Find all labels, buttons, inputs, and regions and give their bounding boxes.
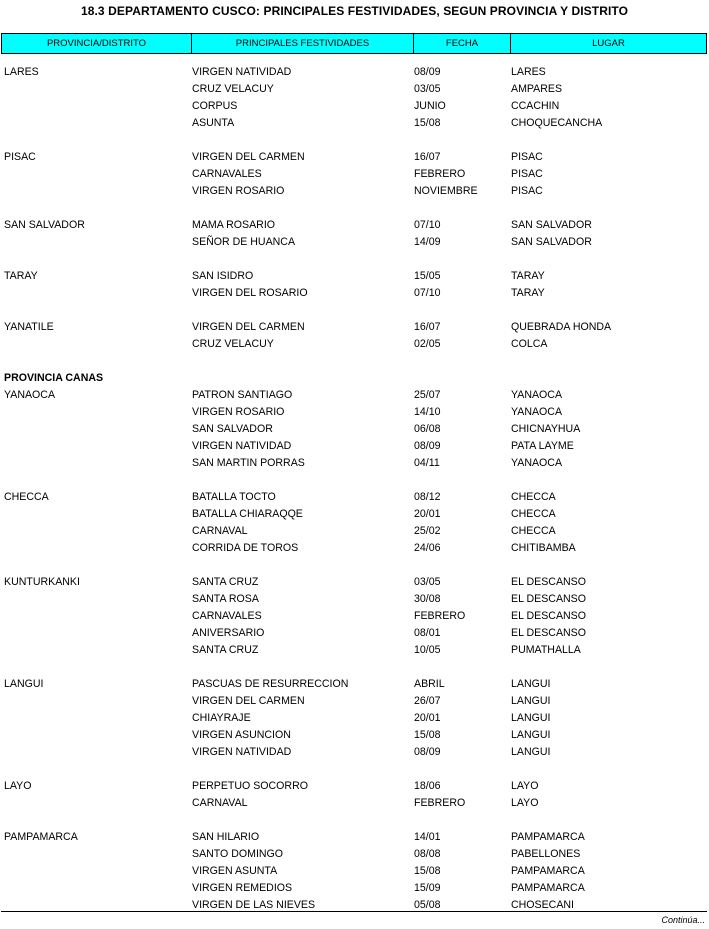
column-header-provincia-distrito: PROVINCIA/DISTRITO — [2, 34, 192, 53]
lugar-cell: LANGUI — [511, 729, 551, 741]
distrito-cell: YANATILE — [4, 321, 54, 333]
lugar-cell: CHOSECANI — [511, 899, 574, 911]
table-row — [0, 166, 709, 183]
lugar-cell: PAMPAMARCA — [511, 831, 585, 843]
lugar-cell: PAMPAMARCA — [511, 882, 585, 894]
fecha-cell: 08/09 — [414, 746, 441, 758]
lugar-cell: PAMPAMARCA — [511, 865, 585, 877]
lugar-cell: PABELLONES — [511, 848, 581, 860]
lugar-cell: COLCA — [511, 338, 548, 350]
fecha-cell: 16/07 — [414, 151, 441, 163]
table-row — [0, 438, 709, 455]
table-header — [1, 33, 707, 54]
festividad-cell: CARNAVALES — [192, 610, 262, 622]
distrito-cell: KUNTURKANKI — [4, 576, 80, 588]
lugar-cell: EL DESCANSO — [511, 576, 586, 588]
lugar-cell: PISAC — [511, 168, 543, 180]
fecha-cell: 15/08 — [414, 117, 441, 129]
festividad-cell: SAN HILARIO — [192, 831, 260, 843]
table-row — [0, 370, 709, 387]
festividad-cell: CRUZ VELACUY — [192, 338, 274, 350]
table-row — [0, 574, 709, 591]
lugar-cell: SAN SALVADOR — [511, 236, 592, 248]
distrito-cell: PISAC — [4, 151, 36, 163]
festividad-cell: PERPETUO SOCORRO — [192, 780, 308, 792]
festividad-cell: VIRGEN NATIVIDAD — [192, 746, 292, 758]
festividad-cell: BATALLA TOCTO — [192, 491, 276, 503]
fecha-cell: 20/01 — [414, 712, 441, 724]
table-row — [0, 863, 709, 880]
festividad-cell: CARNAVAL — [192, 525, 248, 537]
festividad-cell: SAN SALVADOR — [192, 423, 273, 435]
table-row — [0, 778, 709, 795]
table-row — [0, 625, 709, 642]
table-row — [0, 676, 709, 693]
fecha-cell: FEBRERO — [414, 610, 466, 622]
distrito-cell: YANAOCA — [4, 389, 56, 401]
table-row — [0, 846, 709, 863]
festividad-cell: VIRGEN DE LAS NIEVES — [192, 899, 316, 911]
fecha-cell: 20/01 — [414, 508, 441, 520]
festividad-cell: VIRGEN REMEDIOS — [192, 882, 293, 894]
table-row — [0, 421, 709, 438]
fecha-cell: 26/07 — [414, 695, 441, 707]
lugar-cell: CCACHIN — [511, 100, 560, 112]
lugar-cell: QUEBRADA HONDA — [511, 321, 612, 333]
table-row — [0, 591, 709, 608]
festividad-cell: CORPUS — [192, 100, 238, 112]
fecha-cell: 08/09 — [414, 440, 441, 452]
table-row — [0, 608, 709, 625]
table-row — [0, 693, 709, 710]
festividad-cell: SEÑOR DE HUANCA — [192, 236, 296, 248]
lugar-cell: CHECCA — [511, 525, 556, 537]
column-header-fecha: FECHA — [414, 34, 511, 53]
festividad-cell: CARNAVALES — [192, 168, 262, 180]
fecha-cell: 15/05 — [414, 270, 441, 282]
distrito-cell: SAN SALVADOR — [4, 219, 85, 231]
festividad-cell: SANTA CRUZ — [192, 576, 259, 588]
festividad-cell: VIRGEN DEL CARMEN — [192, 151, 305, 163]
table-row — [0, 115, 709, 132]
lugar-cell: CHECCA — [511, 491, 556, 503]
lugar-cell: SAN SALVADOR — [511, 219, 592, 231]
table-row — [0, 540, 709, 557]
fecha-cell: 16/07 — [414, 321, 441, 333]
table-row — [0, 761, 709, 778]
festividad-cell: CRUZ VELACUY — [192, 83, 274, 95]
lugar-cell: LARES — [511, 66, 546, 78]
table-row — [0, 132, 709, 149]
lugar-cell: LANGUI — [511, 678, 551, 690]
festividad-cell: VIRGEN ASUNTA — [192, 865, 278, 877]
lugar-cell: PATA LAYME — [511, 440, 574, 452]
fecha-cell: ABRIL — [414, 678, 445, 690]
table-row — [0, 455, 709, 472]
fecha-cell: 15/09 — [414, 882, 441, 894]
fecha-cell: JUNIO — [414, 100, 446, 112]
fecha-cell: 04/11 — [414, 457, 440, 469]
lugar-cell: LAYO — [511, 797, 539, 809]
fecha-cell: 14/09 — [414, 236, 441, 248]
fecha-cell: 10/05 — [414, 644, 441, 656]
lugar-cell: PUMATHALLA — [511, 644, 581, 656]
table-row — [0, 268, 709, 285]
festividad-cell: VIRGEN NATIVIDAD — [192, 440, 292, 452]
festividad-cell: BATALLA CHIARAQQE — [192, 508, 303, 520]
fecha-cell: 06/08 — [414, 423, 441, 435]
table-row — [0, 251, 709, 268]
festividad-cell: VIRGEN DEL CARMEN — [192, 695, 305, 707]
fecha-cell: 07/10 — [414, 219, 441, 231]
distrito-cell: PAMPAMARCA — [4, 831, 78, 843]
festividad-cell: CORRIDA DE TOROS — [192, 542, 299, 554]
lugar-cell: LANGUI — [511, 712, 551, 724]
lugar-cell: CHICNAYHUA — [511, 423, 581, 435]
fecha-cell: 24/06 — [414, 542, 441, 554]
fecha-cell: 07/10 — [414, 287, 441, 299]
table-row — [0, 812, 709, 829]
festividad-cell: ANIVERSARIO — [192, 627, 265, 639]
festividad-cell: VIRGEN DEL ROSARIO — [192, 287, 308, 299]
fecha-cell: 25/02 — [414, 525, 441, 537]
lugar-cell: TARAY — [511, 270, 545, 282]
table-row — [0, 302, 709, 319]
festividad-cell: MAMA ROSARIO — [192, 219, 275, 231]
page-title: 18.3 DEPARTAMENTO CUSCO: PRINCIPALES FESTIVIDADES, SEGUN PROVINCIA Y DISTRITO — [80, 4, 629, 18]
table-row — [0, 727, 709, 744]
festividad-cell: VIRGEN ROSARIO — [192, 185, 285, 197]
festividad-cell: SANTO DOMINGO — [192, 848, 284, 860]
fecha-cell: 30/08 — [414, 593, 441, 605]
table-row — [0, 98, 709, 115]
lugar-cell: PISAC — [511, 185, 543, 197]
lugar-cell: CHOQUECANCHA — [511, 117, 603, 129]
lugar-cell: AMPARES — [511, 83, 563, 95]
table-row — [0, 234, 709, 251]
table-row — [0, 523, 709, 540]
festividad-cell: VIRGEN ROSARIO — [192, 406, 285, 418]
table-row — [0, 336, 709, 353]
table-row — [0, 285, 709, 302]
table-row — [0, 353, 709, 370]
table-row — [0, 489, 709, 506]
table-row — [0, 81, 709, 98]
table-row — [0, 64, 709, 81]
fecha-cell: 03/05 — [414, 576, 441, 588]
fecha-cell: 02/05 — [414, 338, 441, 350]
lugar-cell: LAYO — [511, 780, 539, 792]
continua-note: Continúa... — [661, 915, 705, 925]
festividad-cell: PASCUAS DE RESURRECCION — [192, 678, 349, 690]
table-row — [0, 829, 709, 846]
lugar-cell: CHECCA — [511, 508, 556, 520]
lugar-cell: PISAC — [511, 151, 543, 163]
table-row — [0, 149, 709, 166]
distrito-cell: LAYO — [4, 780, 32, 792]
fecha-cell: 15/08 — [414, 865, 441, 877]
lugar-cell: EL DESCANSO — [511, 610, 586, 622]
lugar-cell: YANAOCA — [511, 457, 563, 469]
fecha-cell: 15/08 — [414, 729, 441, 741]
table-row — [0, 217, 709, 234]
festividad-cell: CHIAYRAJE — [192, 712, 251, 724]
distrito-cell: LARES — [4, 66, 39, 78]
lugar-cell: LANGUI — [511, 695, 551, 707]
footer-divider — [1, 911, 707, 912]
table-row — [0, 795, 709, 812]
fecha-cell: 14/01 — [414, 831, 441, 843]
fecha-cell: FEBRERO — [414, 797, 466, 809]
distrito-cell: TARAY — [4, 270, 38, 282]
distrito-cell: LANGUI — [4, 678, 44, 690]
table-row — [0, 744, 709, 761]
fecha-cell: 08/08 — [414, 848, 441, 860]
table-row — [0, 557, 709, 574]
festividad-cell: SAN MARTIN PORRAS — [192, 457, 305, 469]
fecha-cell: 08/01 — [414, 627, 441, 639]
lugar-cell: LANGUI — [511, 746, 551, 758]
fecha-cell: 25/07 — [414, 389, 441, 401]
festividad-cell: PATRON SANTIAGO — [192, 389, 293, 401]
lugar-cell: EL DESCANSO — [511, 593, 586, 605]
table-row — [0, 472, 709, 489]
festividad-cell: CARNAVAL — [192, 797, 248, 809]
table-row — [0, 506, 709, 523]
fecha-cell: 03/05 — [414, 83, 441, 95]
lugar-cell: CHITIBAMBA — [511, 542, 576, 554]
fecha-cell: 08/12 — [414, 491, 441, 503]
distrito-cell: CHECCA — [4, 491, 49, 503]
table-row — [0, 642, 709, 659]
table-row — [0, 387, 709, 404]
province-heading: PROVINCIA CANAS — [4, 372, 104, 384]
table-row — [0, 659, 709, 676]
festividad-cell: ASUNTA — [192, 117, 235, 129]
lugar-cell: TARAY — [511, 287, 545, 299]
festividad-cell: VIRGEN ASUNCION — [192, 729, 291, 741]
table-row — [0, 880, 709, 897]
table-row — [0, 710, 709, 727]
fecha-cell: NOVIEMBRE — [414, 185, 478, 197]
fecha-cell: 05/08 — [414, 899, 441, 911]
table-row — [0, 404, 709, 421]
festividad-cell: SANTA CRUZ — [192, 644, 259, 656]
fecha-cell: FEBRERO — [414, 168, 466, 180]
festividad-cell: SANTA ROSA — [192, 593, 259, 605]
fecha-cell: 08/09 — [414, 66, 441, 78]
table-row — [0, 183, 709, 200]
table-row — [0, 319, 709, 336]
column-header-festividades: PRINCIPALES FESTIVIDADES — [192, 34, 414, 53]
festividad-cell: VIRGEN DEL CARMEN — [192, 321, 305, 333]
festividad-cell: VIRGEN NATIVIDAD — [192, 66, 292, 78]
lugar-cell: YANAOCA — [511, 389, 563, 401]
fecha-cell: 18/06 — [414, 780, 441, 792]
fecha-cell: 14/10 — [414, 406, 441, 418]
column-header-lugar: LUGAR — [592, 38, 625, 49]
lugar-cell: YANAOCA — [511, 406, 563, 418]
table-row — [0, 200, 709, 217]
table-body — [0, 64, 709, 914]
festividad-cell: SAN ISIDRO — [192, 270, 254, 282]
lugar-cell: EL DESCANSO — [511, 627, 586, 639]
